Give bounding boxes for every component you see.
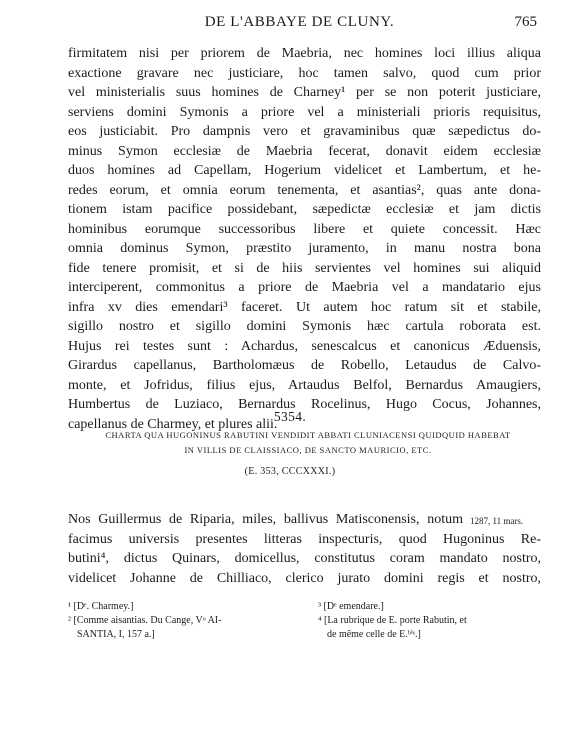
text-line: minus Symon ecclesiæ de Maebria fecerat, donavit eidem ecclesiæ bbox=[68, 143, 541, 159]
footnotes-right-column bbox=[318, 600, 541, 642]
footnote-2: ² [Comme aisantias. Du Cange, Vᵒ AI- bbox=[68, 615, 222, 626]
text-line: exactione gravare nec justiciare, hoc tamen salvo, quod cum prior bbox=[68, 65, 541, 81]
footnote-1: ¹ [Dᵉ. Charmey.] bbox=[68, 601, 134, 612]
text-line: facimus universis presentes litteras inspecturis, quod Hugoninus Re- bbox=[68, 531, 541, 547]
text-line: eos justiciabit. Pro dampnis vero et gravaminibus quæ sæpedictus do- bbox=[68, 124, 541, 139]
text-line: butini⁴, dictus Quinars, domicellus, constitutus coram mandato nostro, bbox=[68, 551, 541, 566]
text-line: firmitatem nisi per priorem de Maebria, nec homines loci illius aliqua bbox=[68, 46, 541, 61]
footnotes-left-column bbox=[68, 600, 293, 642]
footnote-2-continuation: SANTIA, I, 157 a.] bbox=[77, 629, 155, 640]
page-number: 765 bbox=[514, 14, 537, 30]
text-line: infra xv dies emendari³ faceret. Ut autem hoc ratum sit et stabile, bbox=[68, 299, 541, 315]
text-line: hominibus eorumque successoribus libere et quiete concessit. Hæc bbox=[68, 221, 541, 237]
page-header bbox=[62, 14, 537, 36]
text-line: serviens domini Symonis a priore vel a ministeriali prioris requisitus, bbox=[68, 104, 541, 120]
footnote-3: ³ [Dᵉ emendare.] bbox=[318, 601, 384, 612]
charter-number: 5354. bbox=[273, 409, 307, 424]
text-line: capellanus de Charmey, et plures alii. bbox=[68, 416, 278, 432]
text-line: sigillo nostro et sigillo domini Symonis hæc cartula roborata est. bbox=[68, 319, 541, 334]
charter-title bbox=[78, 428, 538, 458]
text-line: fide tenere promisit, et si de hiis servientes vel homines sui aliquid bbox=[68, 260, 541, 276]
text-line: Humbertus de Luziaco, Bernardus Rocelinus, Hugo Cocus, Johannes, bbox=[68, 397, 541, 412]
text-line: Hujus rei testes sunt : Achardus, senescalcus et canonicus Æduensis, bbox=[68, 338, 541, 354]
text-line: videlicet Johanne de Chilliaco, clerico jurato domini regis et nostro, bbox=[68, 570, 541, 586]
text-line: monte, et Jofridus, filius ejus, Artaudus Belfol, Bernardus Amaugiers, bbox=[68, 377, 541, 393]
text-line: Nos Guillermus de Riparia, miles, ballivus Matisconensis, notum bbox=[68, 512, 463, 527]
charter-title-line: CHARTA QUA HUGONINUS RABUTINI VENDIDIT ABBATI CLUNIACENSI QUIDQUID HABEBAT bbox=[105, 430, 511, 440]
charter-5353-text bbox=[68, 44, 541, 434]
charter-reference: (E. 353, CCCXXXI.) bbox=[244, 466, 336, 477]
footnote-4: ⁴ [La rubrique de E. porte Rabutin, et bbox=[318, 615, 467, 626]
charter-title-line: IN VILLIS DE CLAISSIACO, DE SANCTO MAURICIO, ETC. bbox=[184, 445, 432, 455]
text-line: redes eorum, et omnia eorum tenementa, et asantias², quas ante dona- bbox=[68, 182, 541, 198]
text-line: duos homines ad Capellam, Hogerium videlicet et Lambertum, et he- bbox=[68, 163, 541, 178]
text-line: omnia dominus Symon, præstito juramento, in manu nostra bona bbox=[68, 241, 541, 256]
text-line: tionem istam pacifice possidebant, sæpedictæ ecclesiæ et jam dictis bbox=[68, 202, 541, 217]
text-line: vel ministerialis suus homines de Charney¹ per se non poterit justiciare, bbox=[68, 85, 541, 100]
text-line: interciperent, commonitus a priore de Maebria vel a mandatario ejus bbox=[68, 280, 541, 295]
footnote-4-continuation: de même celle de E.ᵇⁱˢ.] bbox=[327, 629, 421, 640]
running-title: DE L'ABBAYE DE CLUNY. bbox=[204, 14, 395, 30]
margin-date: 1287, 11 mars. bbox=[470, 516, 524, 526]
text-line: Girardus capellanus, Bartholomæus de Robello, Letaudus de Calvo- bbox=[68, 358, 541, 373]
